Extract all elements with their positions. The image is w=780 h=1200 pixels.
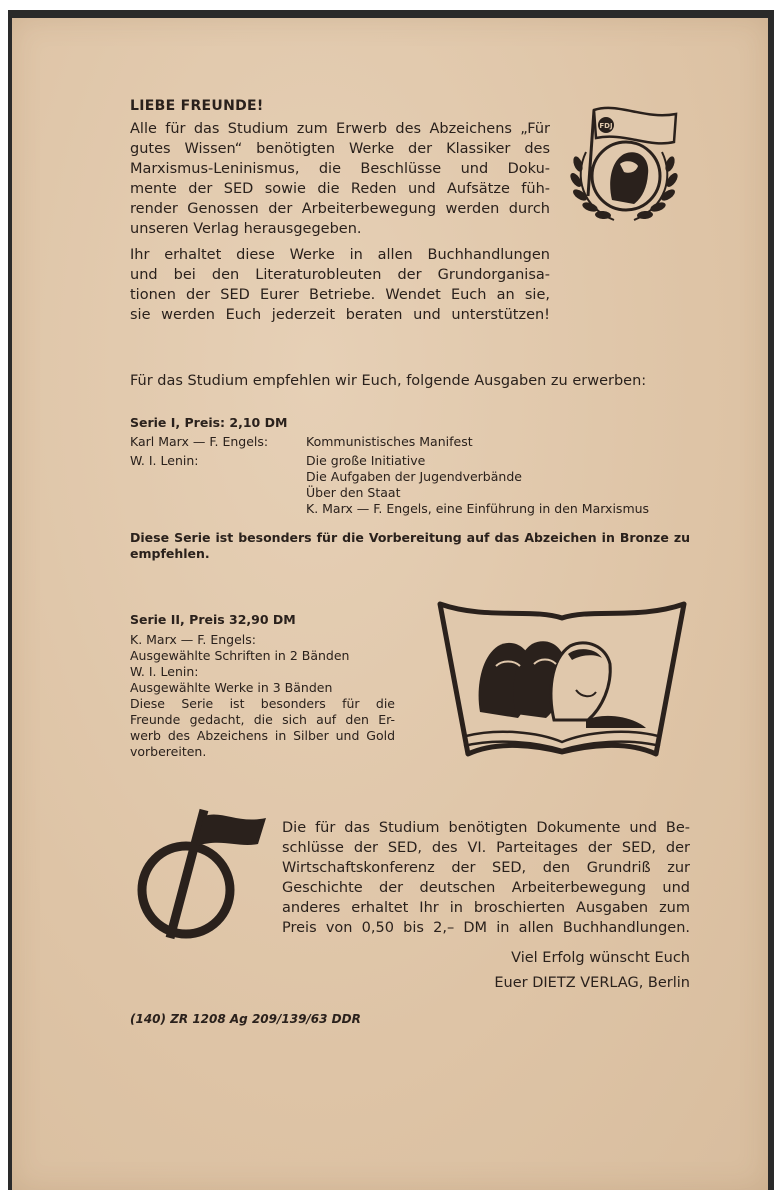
text-line: tionen der SED Eurer Betriebe. Wendet Euch an sie, <box>130 287 550 303</box>
recommendation-line: Für das Studium empfehlen wir Euch, folgende Ausgaben zu erwerben: <box>130 373 647 389</box>
text-line: mente der SED sowie die Reden und Aufsätze füh- <box>130 181 550 197</box>
list-item: Ausgewählte Werke in 3 Bänden <box>130 680 333 695</box>
list-item: Die große Initiative <box>306 453 426 468</box>
text-line: anderes erhaltet Ihr in broschierten Ausgaben zum <box>282 900 690 916</box>
series-2-heading: Serie II, Preis 32,90 DM <box>130 612 296 627</box>
closing-line-2: Euer DIETZ VERLAG, Berlin <box>494 975 690 991</box>
text-line: Preis von 0,50 bis 2,– DM in allen Buchhandlungen. <box>282 920 690 936</box>
series-1-author-1: Karl Marx — F. Engels: <box>130 434 269 449</box>
text-line: Diese Serie ist besonders für die Vorbereitung auf das Abzeichen in Bronze zu <box>130 530 690 545</box>
series-1-author-2: W. I. Lenin: <box>130 453 199 468</box>
text-line: und bei den Literaturobleuten der Grundorganisa- <box>130 267 550 283</box>
series-2-note <box>130 696 395 760</box>
text-line: Alle für das Studium zum Erwerb des Abzeichens „Für <box>130 121 550 137</box>
text-line: Die für das Studium benötigten Dokumente und Be- <box>282 820 690 836</box>
text-line: schlüsse der SED, des VI. Parteitages der SED, der <box>282 840 690 856</box>
frame-left <box>0 0 8 1200</box>
list-item: Die Aufgaben der Jugendverbände <box>306 469 522 484</box>
series-1-heading: Serie I, Preis: 2,10 DM <box>130 415 288 430</box>
text-line: render Genossen der Arbeiterbewegung werden durch <box>130 201 550 217</box>
series-1-title-list <box>306 453 649 517</box>
list-item: K. Marx — F. Engels: <box>130 632 257 647</box>
frame-top <box>0 0 780 10</box>
text-line: Geschichte der deutschen Arbeiterbewegung und <box>282 880 690 896</box>
flag-emblem-icon <box>134 804 274 944</box>
series-1-note <box>130 530 690 562</box>
classics-book-icon <box>436 594 688 759</box>
closing-greeting <box>432 946 690 996</box>
text-line: Freunde gedacht, die sich auf den Er- <box>130 712 395 727</box>
text-line: Wirtschaftskonferenz der SED, den Grundriß zur <box>282 860 690 876</box>
text-line: Ihr erhaltet diese Werke in allen Buchhandlungen <box>130 247 550 263</box>
text-line: gutes Wissen“ benötigten Werke der Klassiker des <box>130 141 550 157</box>
text-line: unseren Verlag herausgegeben. <box>130 221 362 237</box>
text-line: Diese Serie ist besonders für die <box>130 696 395 711</box>
list-item: W. I. Lenin: <box>130 664 199 679</box>
documents-paragraph <box>282 818 690 938</box>
text-line: Marxismus-Leninismus, die Beschlüsse und Doku- <box>130 161 550 177</box>
frame-right <box>774 0 780 1200</box>
closing-line-1: Viel Erfolg wünscht Euch <box>511 950 690 966</box>
list-item: K. Marx — F. Engels, eine Einführung in den Marxismus <box>306 501 650 516</box>
intro-paragraph-1 <box>130 119 550 239</box>
document-page <box>12 18 768 1190</box>
badge-flag-text: FDJ <box>599 122 613 130</box>
list-item: Über den Staat <box>306 485 401 500</box>
text-line: sie werden Euch jederzeit beraten und unterstützen! <box>130 307 550 323</box>
list-item: Ausgewählte Schriften in 2 Bänden <box>130 648 350 663</box>
intro-heading: LIEBE FREUNDE! <box>130 98 264 114</box>
frame-bottom <box>0 1190 780 1200</box>
imprint-code: (140) ZR 1208 Ag 209/139/63 DDR <box>130 1012 361 1026</box>
series-2-list <box>130 632 395 696</box>
intro-paragraph-2 <box>130 245 550 325</box>
text-line: empfehlen. <box>130 546 210 561</box>
text-line: werb des Abzeichens in Silber und Gold <box>130 728 395 743</box>
series-1-title-1: Kommunistisches Manifest <box>306 434 473 449</box>
marx-badge-icon <box>564 92 684 232</box>
text-line: vorbereiten. <box>130 744 207 759</box>
